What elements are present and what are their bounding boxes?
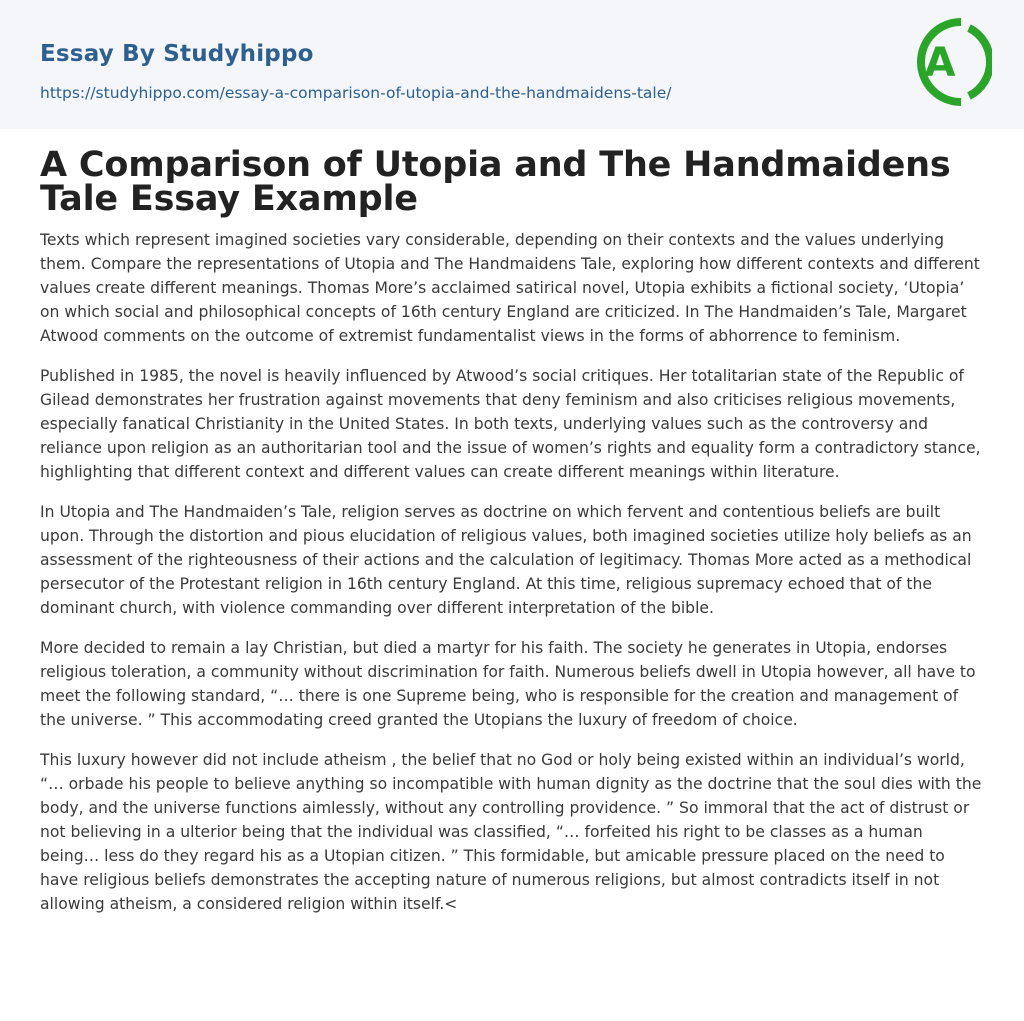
article-title: A Comparison of Utopia and The Handmaidens Tale Essay Example (40, 145, 951, 219)
paragraph-5: This luxury however did not include atheism , the belief that no God or holy being existed within an individual’s world, “… orbade his people to believe anything so incompatible with human dignity as the doctrine that the soul dies with the body, and the universe functions aimlessly, without any controlling providence. ” So immoral that the act of distrust or not believing in a ulterior being that the individual was classified, “… forfeited his right to be classes as a human being… less do they regard his as a Utopian citizen. ” This formidable, but amicable pressure placed on the need to have religious beliefs demonstrates the accepting nature of numerous religions, but almost contradicts itself in not allowing atheism, a considered religion within itself.< (40, 751, 982, 913)
paragraph-1: Texts which represent imagined societies vary considerable, depending on their contexts and the values underlying them. Compare the representations of Utopia and The Handmaidens Tale, exploring how different contexts and different values create different meanings. Thomas More’s acclaimed satirical novel, Utopia exhibits a fictional society, ‘Utopia’ on which social and philosophical concepts of 16th century England are criticized. In The Handmaiden’s Tale, Margaret Atwood comments on the outcome of extremist fundamentalist views in the forms of abhorrence to feminism. (40, 231, 980, 345)
article-body (40, 228, 984, 932)
paragraph-4: More decided to remain a lay Christian, but died a martyr for his faith. The society he generates in Utopia, endorses religious toleration, a community without discrimination for faith. Numerous beliefs dwell in Utopia however, all have to meet the following standard, “… there is one Supreme being, who is responsible for the creation and management of the universe. ” This accommodating creed granted the Utopians the luxury of freedom of choice. (40, 639, 976, 729)
paragraph-2: Published in 1985, the novel is heavily influenced by Atwood’s social critiques. Her totalitarian state of the Republic of Gilead demonstrates her frustration against movements that deny feminism and also criticises religious movements, especially fanatical Christianity in the United States. In both texts, underlying values such as the controversy and reliance upon religion as an authoritarian tool and the issue of women’s rights and equality form a contradictory stance, highlighting that different context and different values can create different meanings within literature. (40, 367, 981, 481)
site-brand[interactable]: Essay By Studyhippo (40, 41, 314, 67)
page-url-link[interactable]: https://studyhippo.com/essay-a-comparison-of-utopia-and-the-handmaidens-tale/ (40, 84, 672, 102)
logo-letter: A (924, 40, 956, 86)
paragraph-3: In Utopia and The Handmaiden’s Tale, religion serves as doctrine on which fervent and contentious beliefs are built upon. Through the distortion and pious elucidation of religious values, both imagined societies utilize holy beliefs as an assessment of the righteousness of their actions and the calculation of legitimacy. Thomas More acted as a methodical persecutor of the Protestant religion in 16th century England. At this time, religious supremacy echoed that of the dominant church, with violence commanding over different interpretation of the bible. (40, 503, 972, 617)
